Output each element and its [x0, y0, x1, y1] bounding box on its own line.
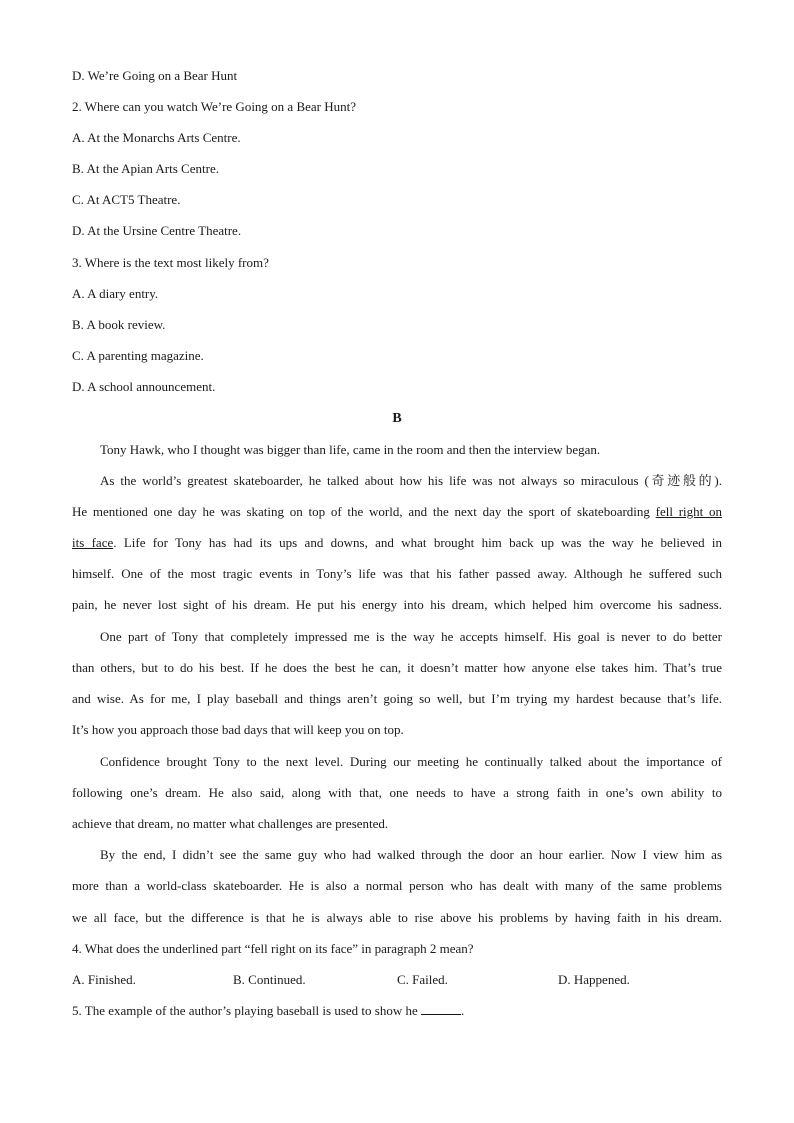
p2-line-3-text: . Life for Tony has had its ups and downs, and what brought him back up was the way he believed in	[113, 535, 723, 550]
passage-p3-line-2: than others, but to do his best. If he does the best he can, it doesn’t matter how anyone else takes him. That’s true	[72, 660, 722, 675]
q3-stem: 3. Where is the text most likely from?	[72, 255, 269, 270]
passage-p2-line-2	[72, 504, 722, 520]
q4-option-d: D. Happened.	[558, 972, 630, 987]
underlined-phrase-part-1: fell right on	[655, 504, 722, 519]
q2-option-d: D. At the Ursine Centre Theatre.	[72, 223, 242, 238]
q2-option-b: B. At the Apian Arts Centre.	[72, 161, 219, 176]
answer-blank	[421, 1003, 461, 1015]
passage-p2-line-1: As the world’s greatest skateboarder, he talked about how his life was not always so miraculous (奇迹般的).	[100, 473, 722, 488]
q4-stem: 4. What does the underlined part “fell right on its face” in paragraph 2 mean?	[72, 941, 474, 956]
q5-stem-text: 5. The example of the author’s playing baseball is used to show he	[72, 1003, 422, 1018]
q3-option-d: D. A school announcement.	[72, 379, 216, 394]
section-heading: B	[392, 411, 402, 426]
passage-p3-line-3: and wise. As for me, I play baseball and things aren’t going so well, but I’m trying my hardest because that’s life.	[72, 691, 722, 706]
q2-option-a: A. At the Monarchs Arts Centre.	[72, 130, 241, 145]
q4-option-b: B. Continued.	[233, 972, 306, 987]
passage-p4-line-2: following one’s dream. He also said, along with that, one needs to have a strong faith in one’s own ability to	[72, 785, 722, 800]
passage-p4-line-3: achieve that dream, no matter what challenges are presented.	[72, 816, 389, 831]
passage-p5-line-2: more than a world-class skateboarder. He is also a normal person who has dealt with many of the same problems	[72, 878, 722, 893]
q4-option-c: C. Failed.	[397, 972, 448, 987]
q5-stem	[72, 1003, 722, 1019]
p2-line-2-text: He mentioned one day he was skating on top of the world, and the next day the sport of skateboarding	[72, 504, 656, 519]
passage-p2-line-4: himself. One of the most tragic events in Tony’s life was that his father passed away. Although he suffered such	[72, 566, 722, 581]
q4-option-a: A. Finished.	[72, 972, 136, 987]
passage-paragraph-1: Tony Hawk, who I thought was bigger than life, came in the room and then the interview began.	[100, 442, 601, 457]
underlined-phrase-part-2: its face	[72, 535, 114, 550]
passage-p3-line-1: One part of Tony that completely impressed me is the way he accepts himself. His goal is never to do better	[100, 629, 722, 644]
passage-p2-line-3	[72, 535, 722, 551]
q2-stem: 2. Where can you watch We’re Going on a Bear Hunt?	[72, 99, 357, 114]
passage-p2-line-5: pain, he never lost sight of his dream. He put his energy into his dream, which helped him overcome his sadness.	[72, 597, 722, 612]
passage-p4-line-1: Confidence brought Tony to the next level. During our meeting he continually talked about the importance of	[100, 754, 722, 769]
q2-option-c: C. At ACT5 Theatre.	[72, 192, 181, 207]
q5-stem-end: .	[461, 1003, 465, 1018]
passage-p5-line-3: we all face, but the difference is that he is always able to rise above his problems by having faith in his dream.	[72, 910, 722, 925]
passage-p5-line-1: By the end, I didn’t see the same guy who had walked through the door an hour earlier. Now I view him as	[100, 847, 722, 862]
q3-option-c: C. A parenting magazine.	[72, 348, 204, 363]
passage-p3-line-4: It’s how you approach those bad days that will keep you on top.	[72, 722, 404, 737]
q3-option-b: B. A book review.	[72, 317, 166, 332]
q1-option-d: D. We’re Going on a Bear Hunt	[72, 68, 238, 83]
q3-option-a: A. A diary entry.	[72, 286, 159, 301]
